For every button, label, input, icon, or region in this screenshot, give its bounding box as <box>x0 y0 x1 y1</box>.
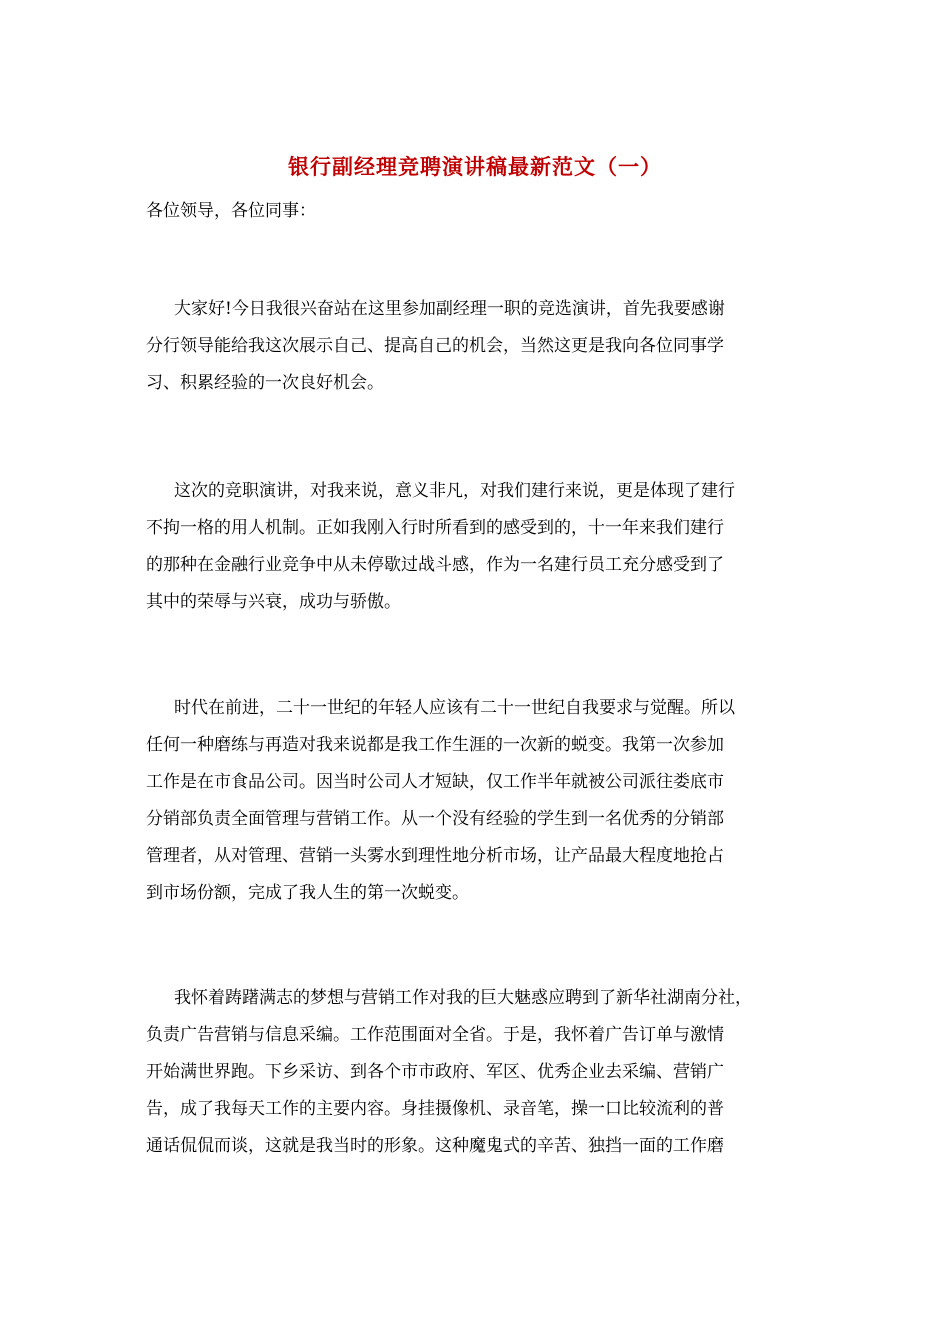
paragraph-line: 不拘一格的用人机制。正如我刚入行时所看到的感受到的，十一年来我们建行 <box>146 518 724 538</box>
paragraph-line: 任何一种磨练与再造对我来说都是我工作生涯的一次新的蜕变。我第一次参加 <box>146 735 724 755</box>
paragraph-line: 我怀着踌躇满志的梦想与营销工作对我的巨大魅惑应聘到了新华社湖南分社， <box>174 988 752 1008</box>
paragraph-line: 时代在前进，二十一世纪的年轻人应该有二十一世纪自我要求与觉醒。所以 <box>174 698 735 718</box>
salutation: 各位领导，各位同事： <box>146 201 316 221</box>
paragraph-2 <box>146 473 826 621</box>
paragraph-line: 习、积累经验的一次良好机会。 <box>146 373 384 393</box>
paragraph-line: 分销部负责全面管理与营销工作。从一个没有经验的学生到一名优秀的分销部 <box>146 809 724 829</box>
paragraph-line: 到市场份额，完成了我人生的第一次蜕变。 <box>146 883 469 903</box>
paragraph-line: 告，成了我每天工作的主要内容。身挂摄像机、录音笔，操一口比较流利的普 <box>146 1099 724 1119</box>
paragraph-line: 其中的荣辱与兴衰，成功与骄傲。 <box>146 592 401 612</box>
paragraph-line: 大家好!今日我很兴奋站在这里参加副经理一职的竞选演讲，首先我要感谢 <box>174 299 725 319</box>
paragraph-line: 的那种在金融行业竞争中从未停歇过战斗感，作为一名建行员工充分感受到了 <box>146 555 724 575</box>
paragraph-line: 开始满世界跑。下乡采访、到各个市市政府、军区、优秀企业去采编、营销广 <box>146 1062 724 1082</box>
paragraph-4 <box>146 980 826 1165</box>
paragraph-3 <box>146 690 826 912</box>
paragraph-line: 管理者，从对管理、营销一头雾水到理性地分析市场，让产品最大程度地抢占 <box>146 846 724 866</box>
document-title: 银行副经理竞聘演讲稿最新范文（一） <box>288 154 662 179</box>
paragraph-line: 这次的竞职演讲，对我来说，意义非凡，对我们建行来说，更是体现了建行 <box>174 481 735 501</box>
paragraph-line: 分行领导能给我这次展示自己、提高自己的机会，当然这更是我向各位同事学 <box>146 336 724 356</box>
paragraph-1 <box>146 291 826 402</box>
paragraph-line: 负责广告营销与信息采编。工作范围面对全省。于是，我怀着广告订单与激情 <box>146 1025 724 1045</box>
paragraph-line: 通话侃侃而谈，这就是我当时的形象。这种魔鬼式的辛苦、独挡一面的工作磨 <box>146 1136 724 1156</box>
paragraph-line: 工作是在市食品公司。因当时公司人才短缺，仅工作半年就被公司派往娄底市 <box>146 772 724 792</box>
